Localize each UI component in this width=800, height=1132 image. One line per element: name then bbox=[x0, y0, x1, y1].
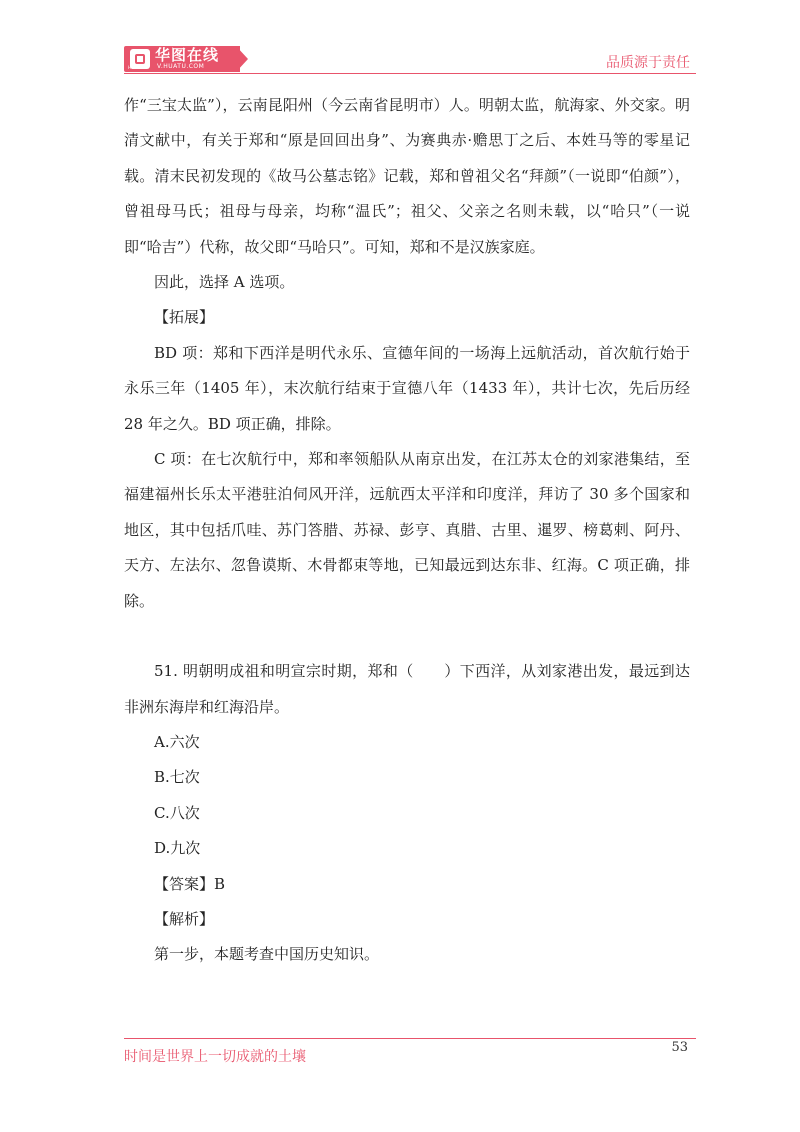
logo-text: 华图在线 bbox=[155, 46, 220, 64]
logo-banner-tail bbox=[236, 46, 248, 72]
section-label-extension: 【拓展】 bbox=[154, 308, 215, 327]
header-divider bbox=[124, 73, 696, 74]
answer-label: 【答案】B bbox=[154, 874, 226, 893]
header-slogan: 品质源于责任 bbox=[606, 55, 690, 71]
paragraph-intro: 作“三宝太监”），云南昆阳州（今云南省昆明市）人。明朝太监，航海家、外交家。明清文献中，有关于郑和“原是回回出身”、为赛典赤·赡思丁之后、本姓马等的零星记载。清末民初发现的《故马公墓志铭》记载，郑和曾祖父名“拜颜”（一说即“伯颜”），曾祖母马氏；祖母与母亲，均称“温氏”；祖父、父亲之名则未载，以“哈只”（一说即“哈吉”）代称，故父即“马哈只”。可知，郑和不是汉族家庭。 bbox=[124, 96, 690, 256]
option-c: C.八次 bbox=[154, 803, 200, 822]
analysis-step: 第一步，本题考查中国历史知识。 bbox=[154, 945, 380, 964]
page-header bbox=[0, 0, 800, 80]
question-text: 51. 明朝明成祖和明宣宗时期，郑和（ ）下西洋，从刘家港出发，最远到达非洲东海岸和红海沿岸。 bbox=[124, 662, 690, 716]
paragraph-option-bd: BD 项：郑和下西洋是明代永乐、宣德年间的一场海上远航活动，首次航行始于永乐三年（1405 年），末次航行结束于宣德八年（1433 年），共计七次，先后历经 28 年之久。BD 项正确，排除。 bbox=[124, 343, 690, 433]
footer-slogan: 时间是世界上一切成就的土壤 bbox=[124, 1049, 306, 1065]
option-b: B.七次 bbox=[154, 768, 200, 787]
document-body bbox=[124, 88, 690, 973]
spacer bbox=[124, 619, 690, 654]
analysis-label: 【解析】 bbox=[154, 909, 215, 928]
page-number: 53 bbox=[671, 1040, 688, 1055]
footer-divider bbox=[124, 1038, 696, 1039]
paragraph-conclusion: 因此，选择 A 选项。 bbox=[154, 273, 295, 292]
logo-small-text: HUATU bbox=[128, 65, 142, 70]
option-a: A.六次 bbox=[154, 732, 200, 751]
paragraph-option-c: C 项：在七次航行中，郑和率领船队从南京出发，在江苏太仓的刘家港集结，至福建福州长乐太平港驻泊伺风开洋，远航西太平洋和印度洋，拜访了 30 多个国家和地区，其中包括爪哇、苏门答腊、苏禄、彭亨、真腊、古里、暹罗、榜葛剌、阿丹、天方、左法尔、忽鲁谟斯、木骨都束等地，已知最远到达东非、红海。C 项正确，排除。 bbox=[124, 450, 690, 610]
option-d: D.九次 bbox=[154, 839, 201, 858]
logo-url: V.HUATU.COM bbox=[157, 63, 205, 70]
